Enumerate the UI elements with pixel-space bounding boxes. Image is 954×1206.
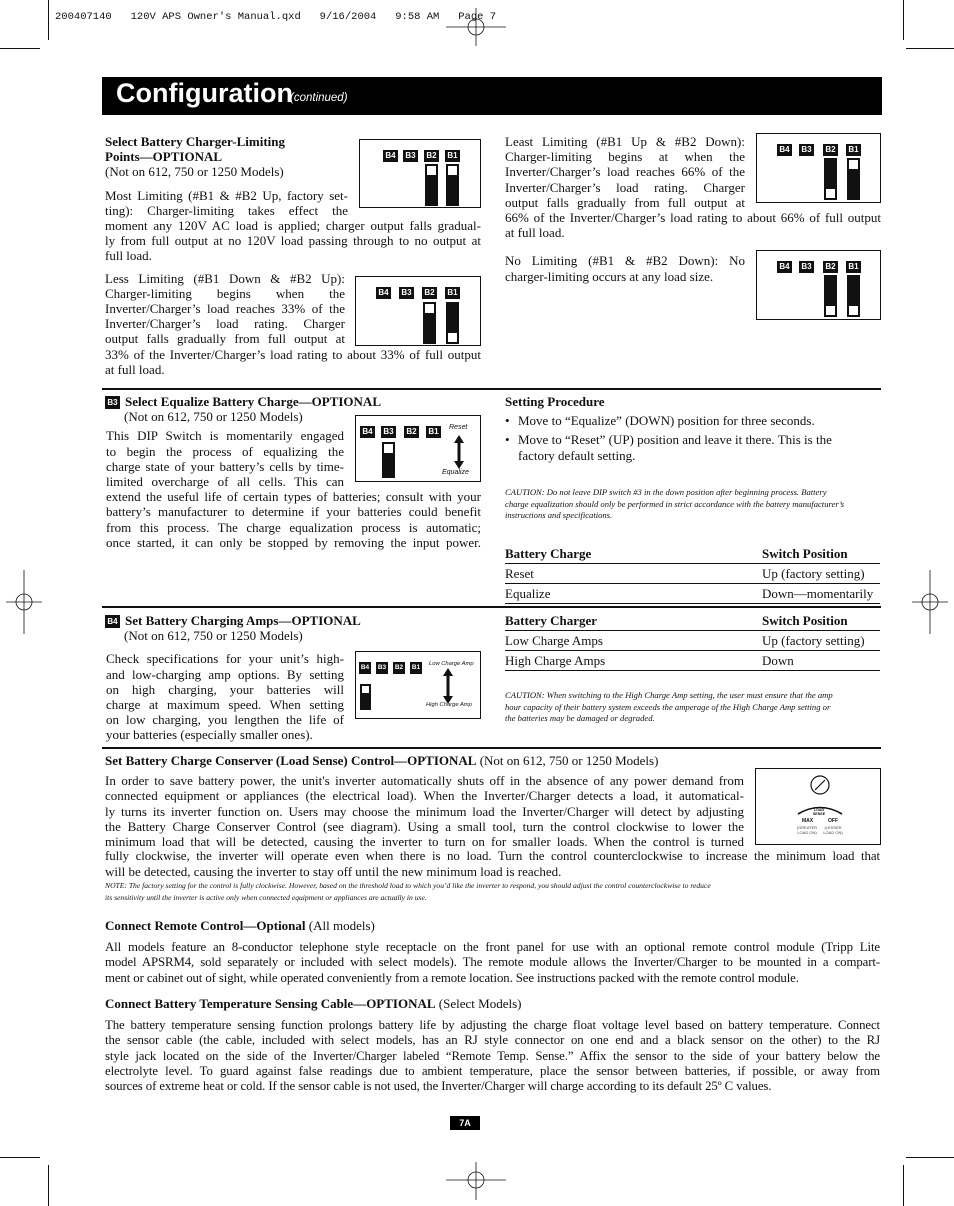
section-heading <box>105 394 481 409</box>
paragraph-line: the sensor cable (the cable, included with select models, has an RJ style connector on one end and a black sensor on the other) to the RJ <box>105 1033 880 1048</box>
page-subtitle: (continued) <box>290 92 348 104</box>
dip-switch-diagram-equalize <box>355 415 481 482</box>
page-number: 7A <box>450 1116 480 1130</box>
table-cell: High Charge Amps <box>505 653 606 668</box>
table-cell: Low Charge Amps <box>505 633 603 648</box>
paragraph-line: Charger-limiting begins when the <box>105 285 345 301</box>
dip-label: B4 <box>777 261 792 273</box>
paragraph-line: Inverter/Charger’s load rating. Charger <box>105 316 345 332</box>
charging-amps-table <box>505 611 880 671</box>
dip-switch-b1 <box>446 164 459 206</box>
table-row <box>505 564 880 584</box>
paragraph-line: your batteries (especially smaller ones). <box>106 727 313 743</box>
paragraph-line: style jack located on the side of the Inverter/Charger labeled “Remote Temp. Sense.” Affix the sensor to the side of your battery below the <box>105 1048 880 1063</box>
paragraph-line: Least Limiting (#B1 Up & #B2 Down): <box>505 134 745 149</box>
section-divider <box>102 388 881 390</box>
paragraph-line: The battery temperature sensing function prolongs battery life by adjusting the charge float voltage level based on battery temperature. Connect <box>105 1018 880 1033</box>
table-cell: Equalize <box>505 586 551 601</box>
paragraph-line: Inverter/Charger’s load rating. Charger <box>505 179 745 195</box>
off-label: OFF <box>828 818 838 824</box>
paragraph-line: All models feature an 8-conductor telephone style receptacle on the front panel for use with an optional remote control module (Tripp Lite <box>105 940 880 955</box>
dip-switch-b4 <box>360 684 371 710</box>
paragraph-line: moment any 120V AC load is applied; charger output falls gradual- <box>105 218 481 234</box>
reset-label: Reset <box>449 424 468 431</box>
dip-switch-diagram-least-limiting <box>756 133 881 203</box>
equalize-table <box>505 544 880 604</box>
section-heading <box>105 918 880 933</box>
paragraph-line: to begin the process of equalizing the <box>106 443 344 459</box>
file-slug: 200407140 120V APS Owner's Manual.qxd 9/16/2004 9:58 AM Page 7 <box>55 11 497 23</box>
load-sense-control-diagram <box>755 768 881 845</box>
paragraph-line: ment or cabinet out of sight, while operated conveniently from a remote location. See instructions packed with the remote control module. <box>105 970 799 985</box>
amps-caution <box>505 690 881 725</box>
dip-label: B1 <box>426 426 441 438</box>
crop-mark <box>0 48 40 49</box>
dip-label: B4 <box>383 150 398 162</box>
paragraph-line: charger-limiting occurs at any load size. <box>505 268 714 284</box>
section-heading-text: Set Battery Charge Conserver (Load Sense) Control—OPTIONAL <box>105 753 477 768</box>
paragraph-line: 66% of the Inverter/Charger’s load rating to about 66% of full output <box>505 210 881 226</box>
section-heading-text: Connect Remote Control—Optional <box>105 918 306 933</box>
model-note: (All models) <box>305 918 375 933</box>
dip-switch-diagram-no-limiting <box>756 250 881 320</box>
paragraph-line: Less Limiting (#B1 Down & #B2 Up): <box>105 270 345 286</box>
load-sense-label: LOAD SENSE <box>812 808 826 816</box>
table-cell: Up (factory setting) <box>762 566 865 581</box>
caution-line: CAUTION: Do not leave DIP switch #3 in the down position after beginning process. Battery <box>505 487 827 497</box>
column-header: Battery Charge <box>505 546 592 561</box>
paragraph-line: Charger-limiting begins at when the <box>505 149 745 165</box>
paragraph-line: and low-charging amp options. By setting <box>106 666 344 682</box>
caution-line: the batteries may be damaged or degraded. <box>505 713 655 724</box>
section-heading-text: Set Battery Charging Amps—OPTIONAL <box>125 613 361 628</box>
dip-switch-diagram-charging-amps <box>355 651 481 719</box>
up-down-arrow-icon <box>452 434 466 470</box>
dip-label: B2 <box>823 144 838 156</box>
crop-mark <box>903 0 904 40</box>
load-sense-knob-icon <box>809 774 831 796</box>
dip-label: B2 <box>424 150 439 162</box>
procedure-step: • Move to “Equalize” (DOWN) position for three seconds. <box>505 413 881 428</box>
dip-label: B1 <box>445 287 460 299</box>
note-line: NOTE: The factory setting for the control is fully clockwise. However, based on the threshold load to which you’d like the inverter to respond, you should adjust the control counterclockwise to reduce <box>105 880 711 890</box>
crop-mark <box>906 48 954 49</box>
registration-mark <box>912 570 948 634</box>
table-header <box>505 544 880 564</box>
crop-mark <box>903 1165 904 1206</box>
section-heading-text: Select Equalize Battery Charge—OPTIONAL <box>125 394 381 409</box>
paragraph-line: ly from full output at no 120V load passing through to no output at <box>105 233 481 249</box>
crop-mark <box>48 1165 49 1206</box>
section-heading: Select Battery Charger-Limiting <box>105 134 286 149</box>
table-row <box>505 631 880 651</box>
table-cell: Down <box>762 653 794 668</box>
paragraph-line: once started, it can only be stopped by removing the input power. <box>106 534 481 550</box>
table-row <box>505 584 880 604</box>
registration-mark <box>6 570 42 634</box>
equalize-label: Equalize <box>442 469 469 476</box>
dip-switch-b3 <box>382 442 395 478</box>
dip-label: B3 <box>381 426 396 438</box>
paragraph-line: charge state of your battery’s cells by time- <box>106 458 344 474</box>
crop-mark <box>0 1157 40 1158</box>
section-heading <box>105 753 880 768</box>
caution-line: charge equalization should only be performed in strict accordance with the battery manufacturer’s <box>505 498 845 509</box>
paragraph-line: extend the useful life of certain types of batteries; consult with your <box>106 489 481 505</box>
paragraph-line: 33% of the Inverter/Charger’s load rating to about 33% of full output <box>105 346 481 362</box>
max-sub-label: (GREATER LOAD ON) <box>796 825 818 835</box>
column-header: Battery Charger <box>505 613 598 628</box>
table-cell: Reset <box>505 566 534 581</box>
paragraph-line: No Limiting (#B1 & #B2 Down): No <box>505 253 745 269</box>
crop-mark <box>48 0 49 40</box>
dip-label: B3 <box>376 662 388 674</box>
paragraph-line: Most Limiting (#B1 & #B2 Up, factory set- <box>105 187 348 203</box>
model-note: (Not on 612, 750 or 1250 Models) <box>476 753 659 768</box>
paragraph-line: fully clockwise, the inverter will operate even when there is no load. Turn the control counterclockwise to increase the minimum load that <box>105 849 880 864</box>
model-note: (Not on 612, 750 or 1250 Models) <box>124 628 303 644</box>
dip-switch-diagram-most-limiting <box>359 139 481 208</box>
dip-switch-b2 <box>824 158 837 200</box>
paragraph-line: battery’s manufacturer to determine if your batteries could benefit <box>106 504 481 520</box>
dip-label: B4 <box>359 662 371 674</box>
temperature-sensor-section <box>105 996 880 1094</box>
high-charge-label: High Charge Amp <box>426 702 472 708</box>
dip-label: B4 <box>360 426 375 438</box>
dip-switch-b2 <box>423 302 436 344</box>
dip-label: B1 <box>445 150 460 162</box>
table-cell: Up (factory setting) <box>762 633 865 648</box>
paragraph-line: the Battery Charge Conserver Control (see diagram). Using a small tool, turn the control clockwise to lower the <box>105 818 744 834</box>
dip-switch-b1 <box>847 275 860 317</box>
dip-label: B2 <box>404 426 419 438</box>
paragraph-line: minimum load that will be detected, causing the inverter to turn on for smaller loads. When the control is turned <box>105 834 744 850</box>
dip-switch-diagram-less-limiting <box>355 276 481 346</box>
dip-label: B1 <box>846 144 861 156</box>
section-heading-text: Connect Battery Temperature Sensing Cable—OPTIONAL <box>105 996 436 1011</box>
paragraph-line: Inverter/Charger’s load reaches 66% of the <box>505 164 745 180</box>
paragraph-line: model APSRM4, sold separately or included with select models). The remote module allows the Inverter/Charger to be mounted in a compart- <box>105 955 880 970</box>
paragraph-line: charge at maximum speed. When setting <box>106 697 344 713</box>
paragraph-line: sources of extreme heat or cold. If the sensor cable is not used, the Inverter/Charger will charge according to its default 25º C values. <box>105 1079 772 1094</box>
model-note: (Not on 612, 750 or 1250 Models) <box>105 164 284 180</box>
dip-label: B1 <box>846 261 861 273</box>
dip-label: B2 <box>393 662 405 674</box>
column-header: Switch Position <box>762 546 848 561</box>
paragraph-line: connected equipment or appliances (the electrical load). When the Inverter/Charger detects a load, it automatical- <box>105 788 744 804</box>
paragraph-line: at full load. <box>105 361 165 377</box>
max-label: MAX <box>802 818 814 824</box>
model-note: (Not on 612, 750 or 1250 Models) <box>124 409 303 425</box>
section-heading <box>105 996 880 1011</box>
caution-line: instructions and specifications. <box>505 510 613 521</box>
paragraph-line: on low charging, you lengthen the life of <box>106 712 344 728</box>
model-note: (Select Models) <box>435 996 522 1011</box>
dip-label: B3 <box>799 144 814 156</box>
paragraph-line: This DIP Switch is momentarily engaged <box>106 428 344 444</box>
dip-switch-b2 <box>425 164 438 206</box>
off-sub-label: (LESSER LOAD ON) <box>823 825 843 835</box>
dip-label: B3 <box>799 261 814 273</box>
dip-label: B3 <box>403 150 418 162</box>
paragraph-line: ly turns its inverter function on. Users may choose the minimum load the Inverter/Charger will detect by adjusting <box>105 803 744 819</box>
paragraph-line: on high charging, your batteries will <box>106 681 344 697</box>
paragraph-line: full load. <box>105 248 152 264</box>
table-cell: Down—momentarily <box>762 586 874 601</box>
setting-procedure <box>505 394 881 463</box>
remote-section <box>105 918 880 986</box>
page-title: Configuration <box>116 78 293 108</box>
paragraph-line: Check specifications for your unit’s high- <box>106 651 344 667</box>
crop-mark <box>906 1157 954 1158</box>
dip-switch-b1 <box>847 158 860 200</box>
dip-label: B4 <box>376 287 391 299</box>
paragraph-line: electrolyte level. To guard against false readings due to ambient temperature, place the sensor between batteries, if possible, or away from <box>105 1063 880 1078</box>
section-divider <box>102 747 881 749</box>
column-header: Switch Position <box>762 613 848 628</box>
registration-mark <box>446 1162 506 1200</box>
dip-label: B2 <box>823 261 838 273</box>
procedure-heading: Setting Procedure <box>505 394 605 409</box>
section-divider <box>102 606 881 608</box>
table-row <box>505 651 880 671</box>
dip-label: B4 <box>777 144 792 156</box>
paragraph-line: In order to save battery power, the unit's inverter automatically shuts off in the absence of any power demand from <box>105 773 744 789</box>
paragraph-line: will be detected, causing the inverter to stay off until the new minimum load is reached. <box>105 864 562 880</box>
paragraph-line: output falls gradually from full output at <box>105 331 345 347</box>
dip-switch-b2 <box>824 275 837 317</box>
section-heading: Points—OPTIONAL <box>105 149 223 165</box>
paragraph-line: at full load. <box>505 225 565 241</box>
caution-line: hour capacity of their battery system exceeds the amperage of the High Charge Amp setting or <box>505 701 831 712</box>
table-header <box>505 611 880 631</box>
procedure-step-cont: factory default setting. <box>518 447 636 463</box>
paragraph-line: ting): Charger-limiting takes effect the <box>105 202 348 218</box>
equalize-caution <box>505 487 881 522</box>
dip-tag-b3: B3 <box>105 396 120 409</box>
dip-label: B2 <box>422 287 437 299</box>
dip-tag-b4: B4 <box>105 615 120 628</box>
paragraph-line: output falls gradually from full output at <box>505 194 745 210</box>
paragraph-line: from this process. The charge equalization process is automatic; <box>106 519 481 535</box>
dip-label: B3 <box>399 287 414 299</box>
paragraph-line: Inverter/Charger’s load reaches 33% of the <box>105 301 345 317</box>
up-down-arrow-icon <box>441 667 455 705</box>
dip-label: B1 <box>410 662 422 674</box>
note-line: its sensitivity until the inverter is active only when connected equipment or appliances are actually in use. <box>105 892 427 902</box>
section-heading <box>105 613 481 628</box>
paragraph-line: limited overcharge of all cells. This can <box>106 474 344 490</box>
low-charge-label: Low Charge Amp <box>429 661 474 667</box>
caution-line: CAUTION: When switching to the High Charge Amp setting, the user must ensure that the amp <box>505 690 833 700</box>
procedure-step: • Move to “Reset” (UP) position and leave it there. This is the <box>505 432 881 447</box>
dip-switch-b1 <box>446 302 459 344</box>
